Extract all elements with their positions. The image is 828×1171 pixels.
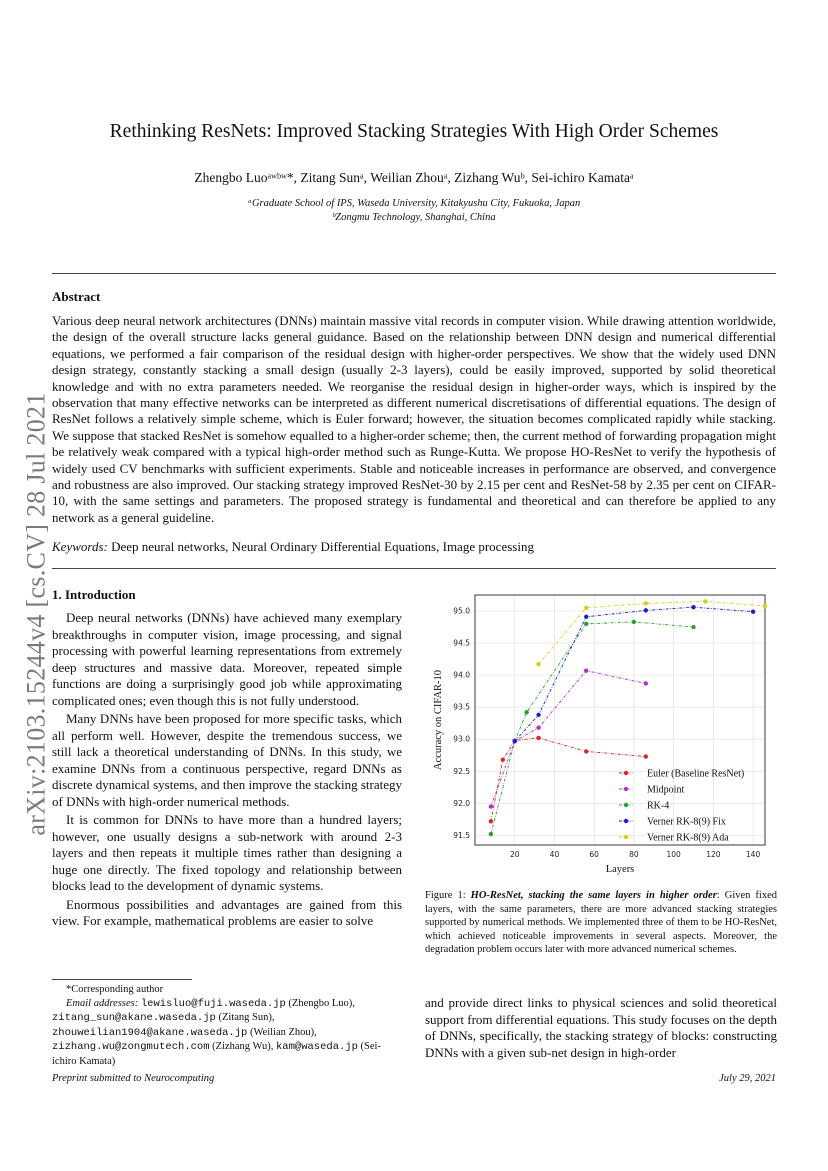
accuracy-chart <box>425 589 777 876</box>
keywords <box>52 539 776 555</box>
data-point <box>584 668 588 672</box>
legend-swatch-dot <box>624 819 628 823</box>
legend-swatch-dot <box>624 803 628 807</box>
email-link[interactable]: zizhang.wu@zongmutech.com <box>52 1041 210 1054</box>
intro-paragraph: Many DNNs have been proposed for more specific tasks, which all perform well. However, despite the tremendous success, we still lack a theoretical understanding of DNNs. In this study, we examine DNNs from a continuous perspective, regard DNNs as discrete dynamical systems, and then improve the stacking strategy of DNNs with high-order numerical methods. <box>52 711 402 809</box>
x-tick-label: 140 <box>745 850 761 859</box>
data-point <box>489 804 493 808</box>
data-point <box>536 736 540 740</box>
x-axis-label: Layers <box>605 864 635 875</box>
data-point <box>751 609 755 613</box>
data-point <box>489 832 493 836</box>
section-heading: 1. Introduction <box>52 587 136 602</box>
footer-date: July 29, 2021 <box>719 1073 776 1084</box>
data-point <box>584 606 588 610</box>
data-point <box>584 749 588 753</box>
data-point <box>763 604 767 608</box>
figure-caption <box>425 889 777 957</box>
abstract-heading: Abstract <box>52 289 101 304</box>
intro-paragraph: Deep neural networks (DNNs) have achieved many exemplary breakthroughs in computer vision, image processing, and signal processing with powerful learning representations from extremely deep structures and massive data. Moreover, repeated simple functions are doing a surprisingly good job while approximating complicated ones; even though this is not fully understood. <box>52 610 402 708</box>
data-point <box>536 662 540 666</box>
data-point <box>703 599 707 603</box>
footnote-rule <box>52 979 192 980</box>
email-link[interactable]: zhouweilian1904@akane.waseda.jp <box>52 1026 248 1039</box>
plot-frame <box>475 595 765 845</box>
keywords-label: Keywords: <box>52 539 108 554</box>
data-point <box>501 758 505 762</box>
y-tick-label: 92.0 <box>453 798 470 808</box>
y-tick-label: 93.5 <box>453 702 470 712</box>
keywords-text: Deep neural networks, Neural Ordinary Differential Equations, Image processing <box>111 539 534 554</box>
y-axis-label: Accuracy on CIFAR-10 <box>433 669 444 771</box>
y-tick-label: 92.5 <box>453 766 470 776</box>
data-point <box>691 605 695 609</box>
abstract-text: Various deep neural network architectures (DNNs) maintain massive vital records in computer vision. While drawing attention worldwide, the design of the overall structure lacks general guidance. Based on the relationship between DNN design and numerical differential equations, we performed a fair comparison of the residual design with higher-order perspectives. We show that the widely used DNN design strategy, constantly stacking a small design (usually 2-3 layers), could be easily improved, supported by solid theoretical knowledge and with no extra parameters needed. We reorganise the residual design in higher-order ways, which is inspired by the observation that many effective networks can be interpreted as different numerical discretisations of differential equations. The design of ResNet follows a relatively simple scheme, which is Euler forward; however, the situation becomes complicated rapidly while stacking. We suppose that stacked ResNet is somehow equalled to a higher-order scheme; then, the current method of forwarding propagation might be relatively weak compared with a typical high-order method such as Runge-Kutta. We propose HO-ResNet to verify the hypothesis of widely used CV benchmarks with sufficient experiments. Stable and noticeable increases in performance are observed, and convergence and robustness are also improved. Our stacking strategy improved ResNet-30 by 2.15 per cent and ResNet-58 by 2.35 per cent on CIFAR-10, with the same settings and parameters. The proposed strategy is fundamental and theoretical and can therefore be applied to any network as a general guideline. <box>52 313 776 525</box>
intro-paragraph: Enormous possibilities and advantages are gained from this view. For example, mathematical problems are easier to solve <box>52 896 402 928</box>
y-tick-label: 91.5 <box>453 830 470 840</box>
data-point <box>536 713 540 717</box>
x-tick-label: 60 <box>589 850 599 859</box>
arxiv-stamp: arXiv:2103.15244v4 [cs.CV] 28 Jul 2021 <box>22 392 52 836</box>
intro-column <box>52 610 402 932</box>
email-label: Email addresses: <box>66 997 139 1009</box>
legend-entry: Midpoint <box>647 784 685 796</box>
legend-entry: RK-4 <box>647 800 670 812</box>
data-point <box>644 754 648 758</box>
footnotes <box>52 983 402 1069</box>
legend-entry: Verner RK-8(9) Ada <box>647 832 729 844</box>
email-owner: (Sei-ichiro Kamata) <box>52 1041 381 1067</box>
data-point <box>489 819 493 823</box>
affiliation-b: ᵇZongmu Technology, Shanghai, China <box>332 212 496 223</box>
intro-paragraph: It is common for DNNs to have more than a hundred layers; however, one usually designs a sub-network with around 2-3 layers and then repeats it multiple times rather than designing a huge one directly. The fixed topology and relationship between blocks lead to the development of dynamic systems. <box>52 812 402 893</box>
email-link[interactable]: zitang_sun@akane.waseda.jp <box>52 1012 216 1025</box>
email-owner: (Weilian Zhou), <box>249 1026 317 1038</box>
y-tick-label: 93.0 <box>453 734 470 744</box>
data-point <box>632 620 636 624</box>
data-point <box>584 622 588 626</box>
data-point <box>524 710 528 714</box>
data-point <box>536 725 540 729</box>
caption-title: HO-ResNet, stacking the same layers in higher order <box>470 890 717 901</box>
legend-entry: Verner RK-8(9) Fix <box>647 816 726 828</box>
y-tick-label: 95.0 <box>453 606 470 616</box>
paper-title: Rethinking ResNets: Improved Stacking Strategies With High Order Schemes <box>109 121 719 142</box>
legend-entry: Euler (Baseline ResNet) <box>647 768 745 780</box>
email-link[interactable]: lewisluo@fuji.waseda.jp <box>140 997 286 1010</box>
affiliation-a: ᵃGraduate School of IPS, Waseda University, Kitakyushu City, Fukuoka, Japan <box>247 198 581 209</box>
affiliations <box>52 197 776 225</box>
footer-journal: Preprint submitted to Neurocomputing <box>52 1073 215 1084</box>
corresponding-note: *Corresponding author <box>66 984 164 995</box>
author-list: Zhengbo Luoᵃʷᵇʷ*, Zitang Sunᵃ, Weilian Zhouᵃ, Zizhang Wuᵇ, Sei-ichiro Kamataᵃ <box>194 170 634 185</box>
caption-label: Figure 1: <box>425 890 466 901</box>
x-tick-label: 20 <box>509 850 520 859</box>
data-point <box>644 608 648 612</box>
data-point <box>644 681 648 685</box>
data-point <box>644 601 648 605</box>
x-tick-label: 100 <box>666 850 681 859</box>
right-column-text: and provide direct links to physical sciences and solid theoretical support from differential equations. This study focuses on the depth of DNNs, specifically, the stacking strategy of blocks: constructing DNNs with a given sub-net design in high-order <box>425 995 777 1060</box>
email-owner: (Zhengbo Luo), <box>288 997 355 1009</box>
data-point <box>513 739 517 743</box>
caption-text: : Given fixed layers, with the same parameters, there are more advanced stacking strategies supported by numerical methods. We implemented three of them to be HO-ResNet, which achieved noticeable improvements in several aspects. Moreover, the degradation problem occurs later with more advanced numerical schemes. <box>425 890 777 956</box>
keywords-rule <box>52 568 776 569</box>
x-tick-label: 80 <box>629 850 639 859</box>
x-tick-label: 40 <box>549 850 560 859</box>
email-link[interactable]: kam@waseda.jp <box>275 1041 358 1054</box>
email-owner: (Zitang Sun), <box>218 1012 275 1024</box>
legend-swatch-dot <box>624 835 628 839</box>
y-tick-label: 94.5 <box>453 638 470 648</box>
x-tick-label: 120 <box>706 850 721 859</box>
y-tick-label: 94.0 <box>453 670 470 680</box>
legend-swatch-dot <box>624 787 628 791</box>
email-owner: (Zizhang Wu), <box>212 1041 274 1053</box>
top-rule <box>52 273 776 274</box>
data-point <box>691 625 695 629</box>
data-point <box>584 615 588 619</box>
legend-swatch-dot <box>624 771 628 775</box>
